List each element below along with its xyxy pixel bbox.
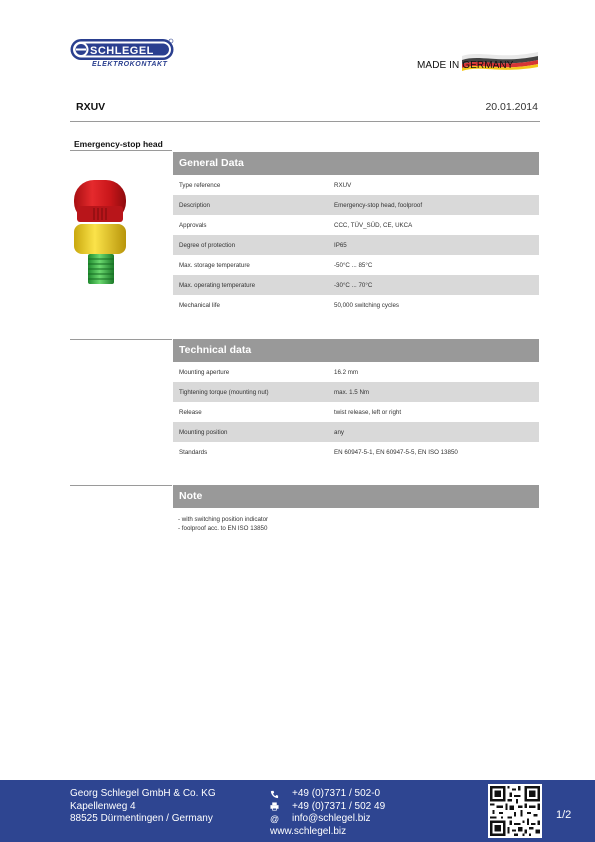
company-city: 88525 Dürmentingen / Germany: [70, 813, 213, 824]
spec-label: Description: [179, 201, 210, 209]
technical-data-heading: Technical data: [173, 339, 539, 362]
qr-code: [488, 784, 542, 838]
general-data-heading: General Data: [173, 152, 539, 175]
spec-row-release: [173, 402, 539, 422]
phone-line: [270, 788, 385, 801]
spec-label: Mounting aperture: [179, 368, 230, 376]
section-divider: [70, 339, 172, 340]
company-name: Georg Schlegel GmbH & Co. KG: [70, 788, 216, 799]
spec-value: any: [334, 428, 344, 436]
fax-number: +49 (0)7371 / 502 49: [292, 800, 386, 812]
note-heading: Note: [173, 485, 539, 508]
spec-row-mounting-aperture: [173, 362, 539, 382]
schlegel-logo: [70, 38, 180, 72]
fax-icon: [270, 802, 292, 811]
email-link[interactable]: info@schlegel.biz: [292, 813, 371, 824]
email-line: [270, 813, 385, 826]
document-code: RXUV: [76, 101, 106, 113]
phone-number[interactable]: +49 (0)7371 / 502-0: [292, 788, 381, 799]
made-in-germany: MADE IN GERMANY: [417, 60, 514, 71]
spec-label: Degree of protection: [179, 241, 236, 249]
spec-row-type-reference: [173, 175, 539, 195]
spec-label: Mechanical life: [179, 301, 220, 309]
spec-label: Max. storage temperature: [179, 261, 250, 269]
general-data-section: [173, 152, 539, 315]
spec-label: Release: [179, 408, 202, 416]
product-image: [68, 178, 132, 286]
spec-value: Emergency-stop head, foolproof: [334, 201, 423, 209]
spec-row-degree-of-protection: [173, 235, 539, 255]
title-underline: [70, 150, 172, 151]
header-divider: [70, 121, 540, 122]
note-text: [178, 516, 268, 533]
document-date: 20.01.2014: [485, 101, 538, 113]
spec-row-tightening-torque: [173, 382, 539, 402]
phone-icon: [270, 790, 292, 799]
web-line: [270, 826, 385, 839]
section-divider: [70, 485, 172, 486]
fax-line: [270, 801, 385, 814]
spec-label: Max. operating temperature: [179, 281, 256, 289]
contact-info: [270, 788, 385, 838]
spec-label: Type reference: [179, 181, 221, 189]
website-link[interactable]: www.schlegel.biz: [270, 825, 347, 837]
brand-subtitle: ELEKTROKONTAKT: [92, 61, 168, 68]
note-section: [173, 485, 539, 508]
spec-label: Standards: [179, 448, 208, 456]
spec-value: 16.2 mm: [334, 368, 359, 376]
spec-value: IP65: [334, 241, 347, 249]
page-number: 1/2: [556, 809, 572, 821]
spec-value: -30°C ... 70°C: [334, 281, 373, 289]
company-address: [70, 788, 216, 826]
spec-value: twist release, left or right: [334, 408, 402, 416]
spec-label: Mounting position: [179, 428, 228, 436]
footer: [0, 780, 595, 842]
spec-label: Tightening torque (mounting nut): [179, 388, 269, 396]
email-icon: @: [270, 814, 280, 824]
spec-value: EN 60947-5-1, EN 60947-5-5, EN ISO 13850: [334, 448, 458, 456]
spec-value: -50°C ... 85°C: [334, 261, 373, 269]
spec-row-storage-temperature: [173, 255, 539, 275]
spec-value: 50,000 switching cycles: [334, 301, 400, 309]
technical-data-section: [173, 339, 539, 462]
spec-value: RXUV: [334, 181, 352, 189]
spec-row-mechanical-life: [173, 295, 539, 315]
spec-row-standards: [173, 442, 539, 462]
spec-row-description: [173, 195, 539, 215]
note-line: - foolproof acc. to EN ISO 13850: [178, 524, 268, 532]
spec-row-operating-temperature: [173, 275, 539, 295]
product-title: Emergency-stop head: [74, 139, 163, 149]
spec-value: max. 1.5 Nm: [334, 388, 370, 396]
company-street: Kapellenweg 4: [70, 800, 136, 812]
spec-value: CCC, TÜV_SÜD, CE, UKCA: [334, 221, 413, 229]
brand-name: SCHLEGEL: [90, 44, 154, 57]
note-line: - with switching position indicator: [178, 516, 269, 523]
spec-row-mounting-position: [173, 422, 539, 442]
spec-row-approvals: [173, 215, 539, 235]
spec-label: Approvals: [179, 221, 207, 229]
